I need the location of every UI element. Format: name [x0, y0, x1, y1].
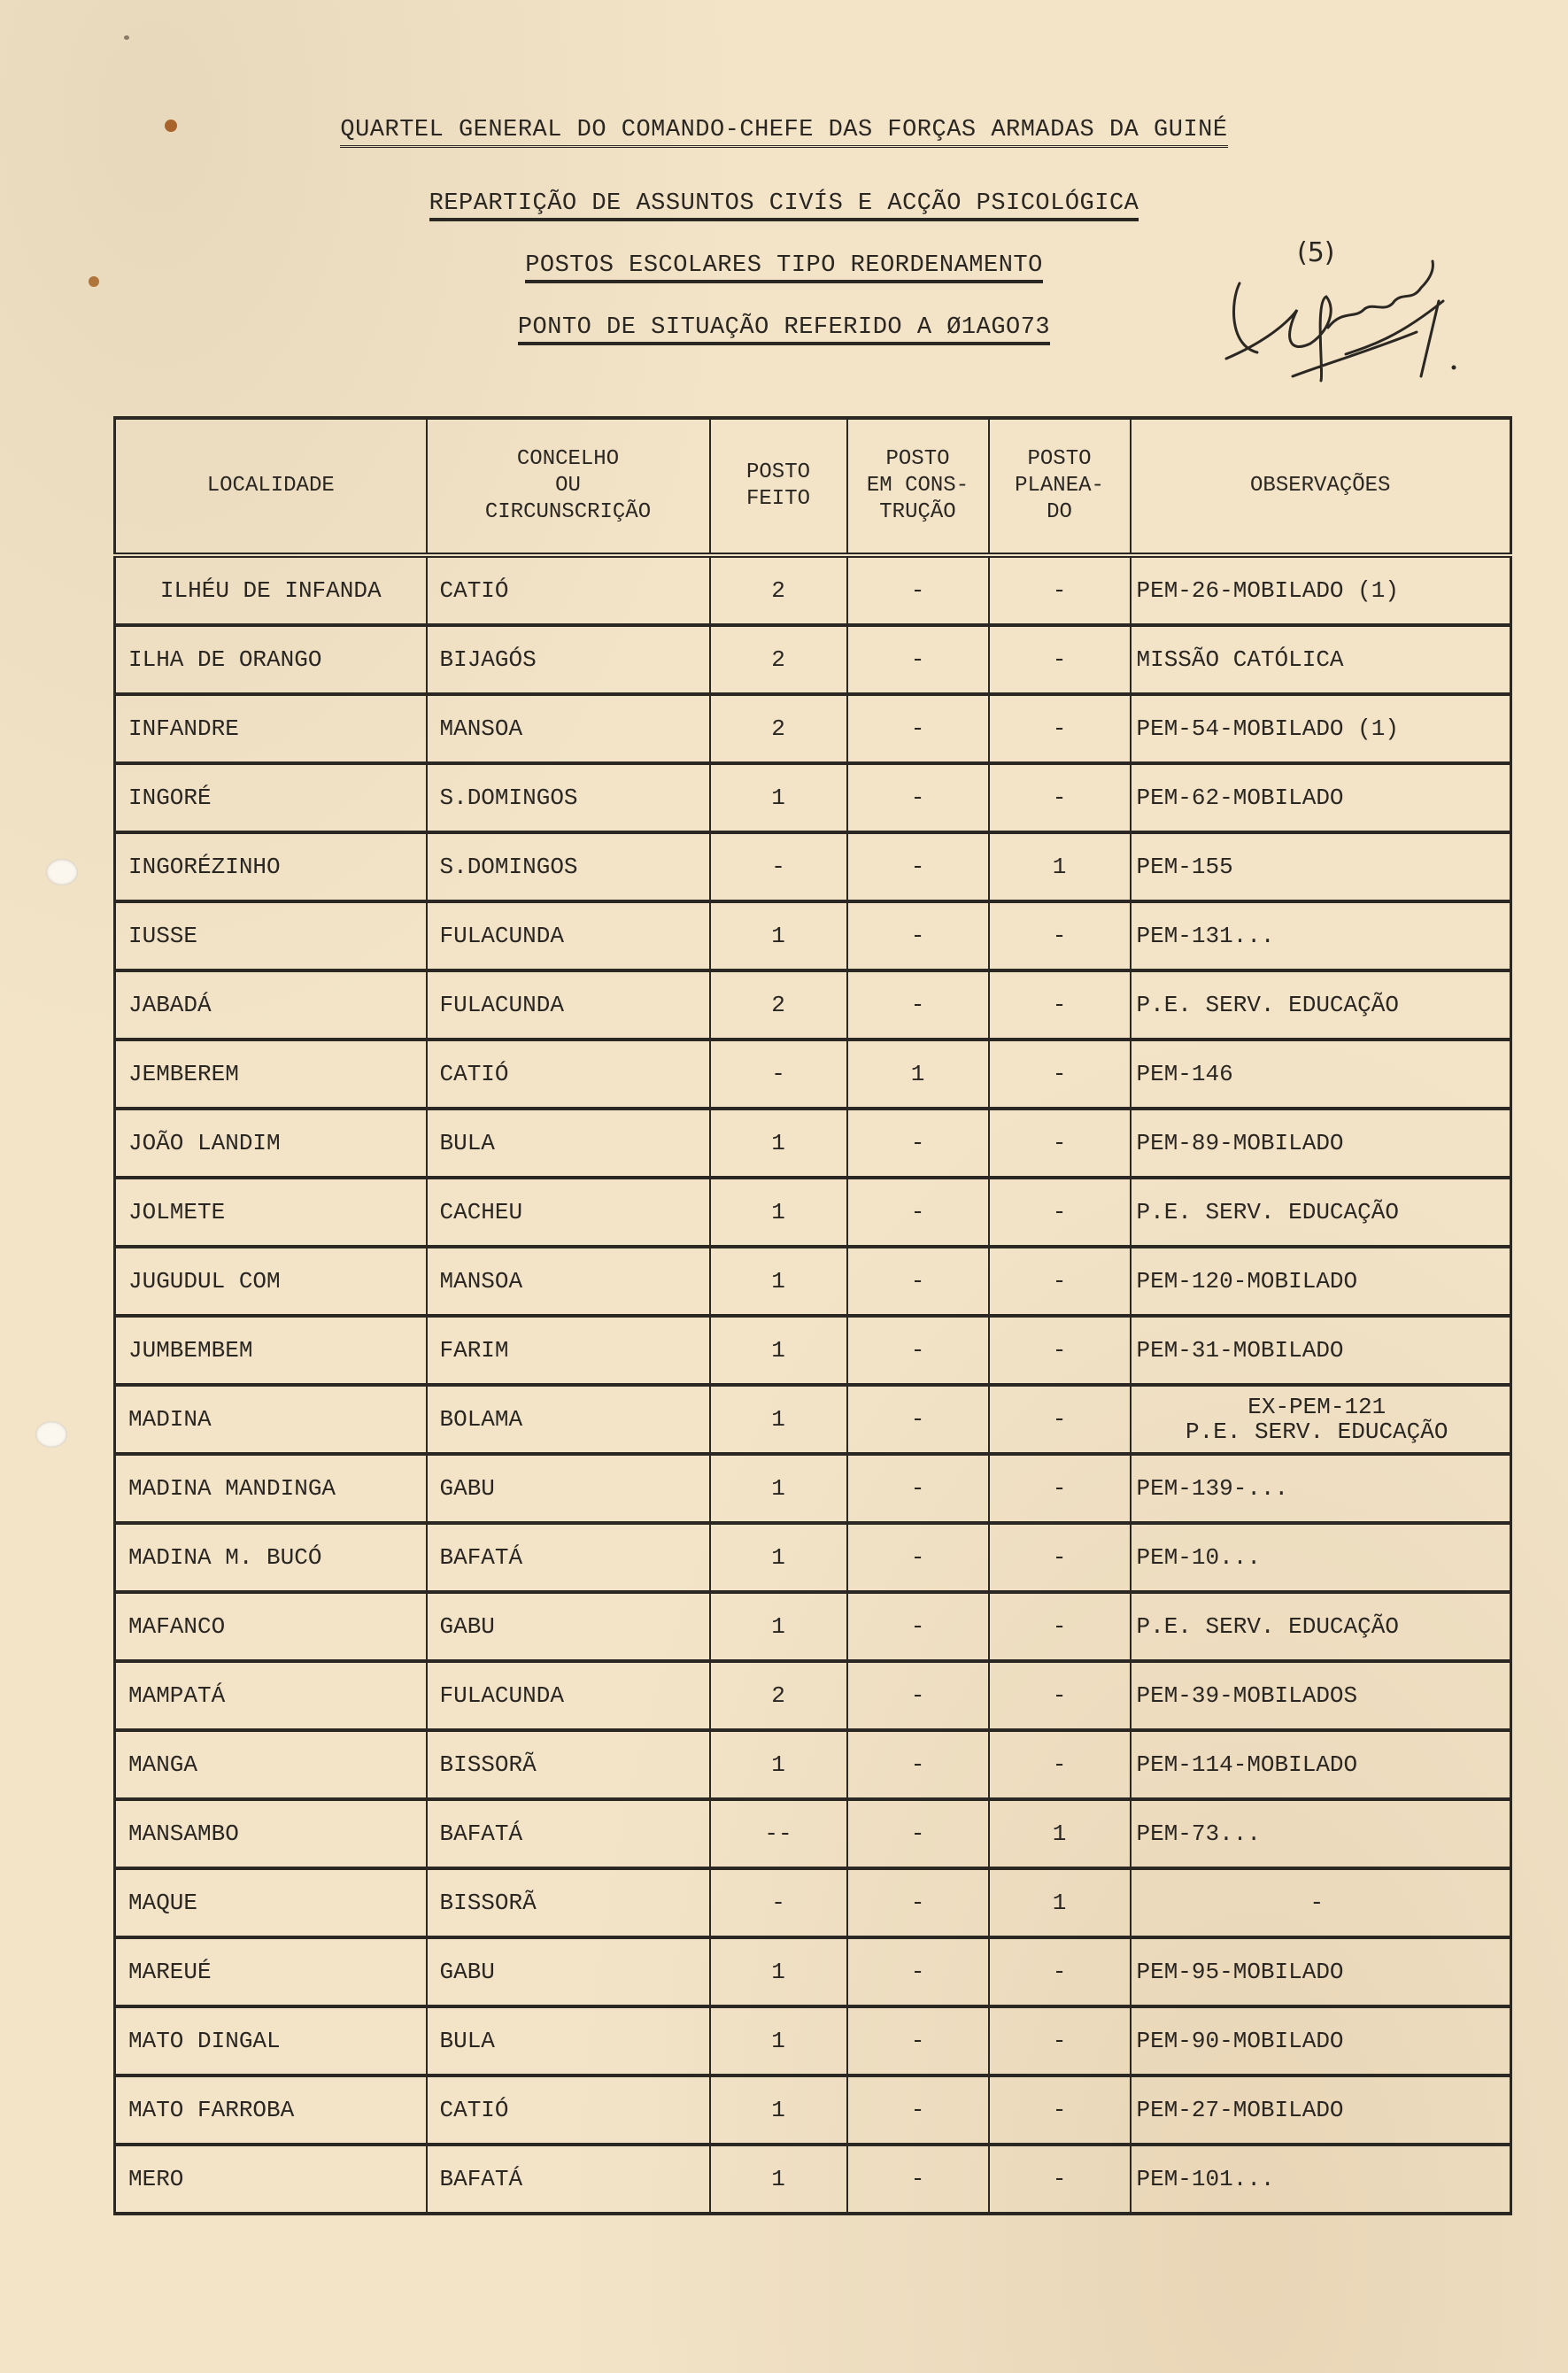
cell-observacoes: PEM-90-MOBILADO	[1131, 2006, 1511, 2075]
cell-construcao: -	[847, 1730, 989, 1799]
page-number-annotation: (5)	[1297, 237, 1335, 268]
cell-feito: 2	[710, 694, 847, 763]
cell-localidade: MANSAMBO	[115, 1799, 427, 1868]
table-row	[115, 763, 1511, 832]
cell-planeado: -	[989, 1109, 1131, 1178]
paper-mark	[124, 35, 129, 40]
cell-construcao: -	[847, 1178, 989, 1247]
table-body	[115, 555, 1511, 2214]
cell-observacoes: PEM-10...	[1131, 1523, 1511, 1592]
cell-planeado: -	[989, 1247, 1131, 1316]
table-row	[115, 1454, 1511, 1523]
cell-feito: 1	[710, 1247, 847, 1316]
cell-feito: 1	[710, 1730, 847, 1799]
cell-feito: 1	[710, 1523, 847, 1592]
cell-observacoes: PEM-27-MOBILADO	[1131, 2075, 1511, 2145]
cell-concelho: GABU	[427, 1454, 710, 1523]
header-line: POSTO	[1027, 447, 1092, 471]
cell-planeado: -	[989, 1316, 1131, 1385]
cell-observacoes: PEM-114-MOBILADO	[1131, 1730, 1511, 1799]
header-line: EM CONS-	[866, 474, 969, 498]
header-line: DO	[1047, 500, 1072, 524]
cell-feito: --	[710, 1799, 847, 1868]
cell-localidade: ILHÉU DE INFANDA	[115, 555, 427, 625]
cell-construcao: -	[847, 2075, 989, 2145]
cell-construcao: -	[847, 555, 989, 625]
cell-localidade: INGORÉ	[115, 763, 427, 832]
cell-construcao: -	[847, 625, 989, 694]
cell-planeado: -	[989, 1385, 1131, 1454]
cell-feito: 1	[710, 1178, 847, 1247]
cell-localidade: MATO FARROBA	[115, 2075, 427, 2145]
cell-observacoes: P.E. SERV. EDUCAÇÃO	[1131, 1592, 1511, 1661]
table-row	[115, 1178, 1511, 1247]
cell-observacoes: -	[1131, 1868, 1511, 1937]
column-header-localidade: LOCALIDADE	[115, 418, 427, 555]
cell-observacoes: P.E. SERV. EDUCAÇÃO	[1131, 1178, 1511, 1247]
table-row	[115, 2075, 1511, 2145]
cell-localidade: IUSSE	[115, 901, 427, 970]
signature-icon	[1222, 248, 1479, 390]
cell-planeado: -	[989, 1661, 1131, 1730]
cell-planeado: -	[989, 1523, 1131, 1592]
cell-feito: 1	[710, 1937, 847, 2006]
cell-localidade: MAFANCO	[115, 1592, 427, 1661]
cell-construcao: -	[847, 1316, 989, 1385]
table-row	[115, 1385, 1511, 1454]
table-row	[115, 1661, 1511, 1730]
cell-concelho: GABU	[427, 1592, 710, 1661]
column-header-posto-feito	[710, 418, 847, 555]
cell-observacoes: PEM-139-...	[1131, 1454, 1511, 1523]
cell-feito: 1	[710, 2006, 847, 2075]
table-row	[115, 1040, 1511, 1109]
cell-localidade: MAREUÉ	[115, 1937, 427, 2006]
table-row	[115, 625, 1511, 694]
cell-feito: 1	[710, 1316, 847, 1385]
cell-observacoes: PEM-26-MOBILADO (1)	[1131, 555, 1511, 625]
cell-planeado: -	[989, 970, 1131, 1040]
cell-construcao: -	[847, 2145, 989, 2214]
cell-localidade: ILHA DE ORANGO	[115, 625, 427, 694]
cell-feito: 1	[710, 1454, 847, 1523]
cell-planeado: 1	[989, 1799, 1131, 1868]
cell-observacoes: PEM-101...	[1131, 2145, 1511, 2214]
cell-feito: 2	[710, 555, 847, 625]
cell-planeado: -	[989, 1730, 1131, 1799]
school-posts-table	[113, 416, 1512, 2215]
cell-concelho: MANSOA	[427, 1247, 710, 1316]
cell-concelho: BULA	[427, 1109, 710, 1178]
cell-construcao: -	[847, 1661, 989, 1730]
headquarters-title: QUARTEL GENERAL DO COMANDO-CHEFE DAS FORÇAS ARMADAS DA GUINÉ	[340, 117, 1227, 148]
department-title: REPARTIÇÃO DE ASSUNTOS CIVÍS E ACÇÃO PSICOLÓGICA	[429, 190, 1139, 221]
cell-planeado: -	[989, 901, 1131, 970]
cell-feito: 1	[710, 1385, 847, 1454]
cell-construcao: -	[847, 1592, 989, 1661]
table-row	[115, 1799, 1511, 1868]
cell-feito: 2	[710, 625, 847, 694]
cell-feito: 1	[710, 1592, 847, 1661]
cell-construcao: -	[847, 1385, 989, 1454]
cell-planeado: -	[989, 1178, 1131, 1247]
cell-localidade: JABADÁ	[115, 970, 427, 1040]
header-line: CIRCUNSCRIÇÃO	[484, 500, 652, 524]
table-row	[115, 2006, 1511, 2075]
cell-localidade: MANGA	[115, 1730, 427, 1799]
cell-observacoes: PEM-31-MOBILADO	[1131, 1316, 1511, 1385]
table-row	[115, 1730, 1511, 1799]
header-line: FEITO	[745, 487, 810, 511]
table-row	[115, 555, 1511, 625]
table-header-row	[115, 418, 1511, 555]
column-header-posto-planeado	[989, 418, 1131, 555]
cell-planeado: -	[989, 694, 1131, 763]
cell-construcao: 1	[847, 1040, 989, 1109]
punch-hole-top	[46, 859, 78, 885]
column-header-concelho	[427, 418, 710, 555]
table-row	[115, 1316, 1511, 1385]
cell-concelho: FARIM	[427, 1316, 710, 1385]
cell-feito: -	[710, 832, 847, 901]
header-line: TRUÇÃO	[879, 500, 956, 524]
table-row	[115, 1523, 1511, 1592]
cell-concelho: S.DOMINGOS	[427, 832, 710, 901]
header-line: POSTO	[745, 460, 810, 484]
cell-observacoes: PEM-155	[1131, 832, 1511, 901]
cell-planeado: -	[989, 1454, 1131, 1523]
cell-feito: 2	[710, 1661, 847, 1730]
cell-construcao: -	[847, 1523, 989, 1592]
cell-feito: -	[710, 1040, 847, 1109]
cell-planeado: -	[989, 555, 1131, 625]
cell-planeado: -	[989, 2075, 1131, 2145]
cell-construcao: -	[847, 694, 989, 763]
cell-construcao: -	[847, 832, 989, 901]
header-line-1	[0, 117, 1568, 148]
cell-localidade: JEMBEREM	[115, 1040, 427, 1109]
observacoes-line: EX-PEM-121	[1247, 1394, 1386, 1420]
table-row	[115, 1592, 1511, 1661]
cell-observacoes: PEM-62-MOBILADO	[1131, 763, 1511, 832]
cell-observacoes: MISSÃO CATÓLICA	[1131, 625, 1511, 694]
column-header-posto-em-construcao	[847, 418, 989, 555]
cell-localidade: JOLMETE	[115, 1178, 427, 1247]
cell-planeado: -	[989, 2006, 1131, 2075]
cell-concelho: CATIÓ	[427, 555, 710, 625]
cell-concelho: BAFATÁ	[427, 1523, 710, 1592]
cell-feito: 2	[710, 970, 847, 1040]
cell-concelho: BOLAMA	[427, 1385, 710, 1454]
document-subject: POSTOS ESCOLARES TIPO REORDENAMENTO	[525, 252, 1043, 283]
cell-construcao: -	[847, 1109, 989, 1178]
cell-observacoes: PEM-120-MOBILADO	[1131, 1247, 1511, 1316]
cell-construcao: -	[847, 1868, 989, 1937]
cell-feito: 1	[710, 1109, 847, 1178]
header-line: OU	[555, 474, 581, 498]
cell-concelho: BIJAGÓS	[427, 625, 710, 694]
cell-planeado: 1	[989, 1868, 1131, 1937]
cell-observacoes: PEM-131...	[1131, 901, 1511, 970]
cell-feito: -	[710, 1868, 847, 1937]
cell-concelho: FULACUNDA	[427, 901, 710, 970]
cell-feito: 1	[710, 763, 847, 832]
cell-observacoes: PEM-54-MOBILADO (1)	[1131, 694, 1511, 763]
punch-hole-bottom	[35, 1421, 67, 1448]
table-row	[115, 1937, 1511, 2006]
cell-concelho: BISSORÃ	[427, 1730, 710, 1799]
cell-localidade: MAQUE	[115, 1868, 427, 1937]
cell-localidade: JUGUDUL COM	[115, 1247, 427, 1316]
cell-localidade: MADINA MANDINGA	[115, 1454, 427, 1523]
cell-observacoes: PEM-89-MOBILADO	[1131, 1109, 1511, 1178]
cell-construcao: -	[847, 1247, 989, 1316]
cell-concelho: FULACUNDA	[427, 970, 710, 1040]
column-header-observacoes: OBSERVAÇÕES	[1131, 418, 1511, 555]
cell-localidade: MADINA M. BUCÓ	[115, 1523, 427, 1592]
cell-planeado: -	[989, 1040, 1131, 1109]
cell-observacoes	[1131, 1385, 1511, 1454]
cell-planeado: -	[989, 1937, 1131, 2006]
cell-concelho: S.DOMINGOS	[427, 763, 710, 832]
cell-construcao: -	[847, 763, 989, 832]
cell-localidade: INGORÉZINHO	[115, 832, 427, 901]
cell-construcao: -	[847, 1937, 989, 2006]
header-line-2	[0, 190, 1568, 221]
cell-planeado: -	[989, 1592, 1131, 1661]
cell-construcao: -	[847, 2006, 989, 2075]
cell-planeado: -	[989, 763, 1131, 832]
cell-planeado: -	[989, 625, 1131, 694]
cell-concelho: BAFATÁ	[427, 1799, 710, 1868]
cell-concelho: FULACUNDA	[427, 1661, 710, 1730]
cell-observacoes: PEM-39-MOBILADOS	[1131, 1661, 1511, 1730]
cell-localidade: MAMPATÁ	[115, 1661, 427, 1730]
table-row	[115, 901, 1511, 970]
cell-concelho: BAFATÁ	[427, 2145, 710, 2214]
cell-localidade: MERO	[115, 2145, 427, 2214]
table-row	[115, 1247, 1511, 1316]
cell-observacoes: PEM-73...	[1131, 1799, 1511, 1868]
table-row	[115, 832, 1511, 901]
cell-concelho: CATIÓ	[427, 2075, 710, 2145]
cell-localidade: MADINA	[115, 1385, 427, 1454]
cell-construcao: -	[847, 970, 989, 1040]
cell-feito: 1	[710, 901, 847, 970]
table-row	[115, 1109, 1511, 1178]
cell-construcao: -	[847, 901, 989, 970]
table-row	[115, 694, 1511, 763]
table-row	[115, 2145, 1511, 2214]
cell-localidade: INFANDRE	[115, 694, 427, 763]
cell-localidade: JUMBEMBEM	[115, 1316, 427, 1385]
cell-concelho: CACHEU	[427, 1178, 710, 1247]
cell-feito: 1	[710, 2145, 847, 2214]
cell-localidade: MATO DINGAL	[115, 2006, 427, 2075]
cell-feito: 1	[710, 2075, 847, 2145]
status-date-line: PONTO DE SITUAÇÃO REFERIDO A Ø1AGO73	[518, 314, 1050, 345]
header-line: CONCELHO	[516, 447, 620, 471]
cell-concelho: CATIÓ	[427, 1040, 710, 1109]
header-line: PLANEA-	[1015, 474, 1104, 498]
table-row	[115, 1868, 1511, 1937]
header-line: POSTO	[885, 447, 950, 471]
cell-localidade: JOÃO LANDIM	[115, 1109, 427, 1178]
cell-planeado: 1	[989, 832, 1131, 901]
cell-construcao: -	[847, 1454, 989, 1523]
cell-concelho: GABU	[427, 1937, 710, 2006]
cell-concelho: BULA	[427, 2006, 710, 2075]
table-row	[115, 970, 1511, 1040]
cell-planeado: -	[989, 2145, 1131, 2214]
cell-concelho: BISSORÃ	[427, 1868, 710, 1937]
cell-concelho: MANSOA	[427, 694, 710, 763]
cell-observacoes: PEM-95-MOBILADO	[1131, 1937, 1511, 2006]
cell-observacoes: PEM-146	[1131, 1040, 1511, 1109]
cell-observacoes: P.E. SERV. EDUCAÇÃO	[1131, 970, 1511, 1040]
cell-construcao: -	[847, 1799, 989, 1868]
observacoes-line: P.E. SERV. EDUCAÇÃO	[1186, 1418, 1448, 1445]
